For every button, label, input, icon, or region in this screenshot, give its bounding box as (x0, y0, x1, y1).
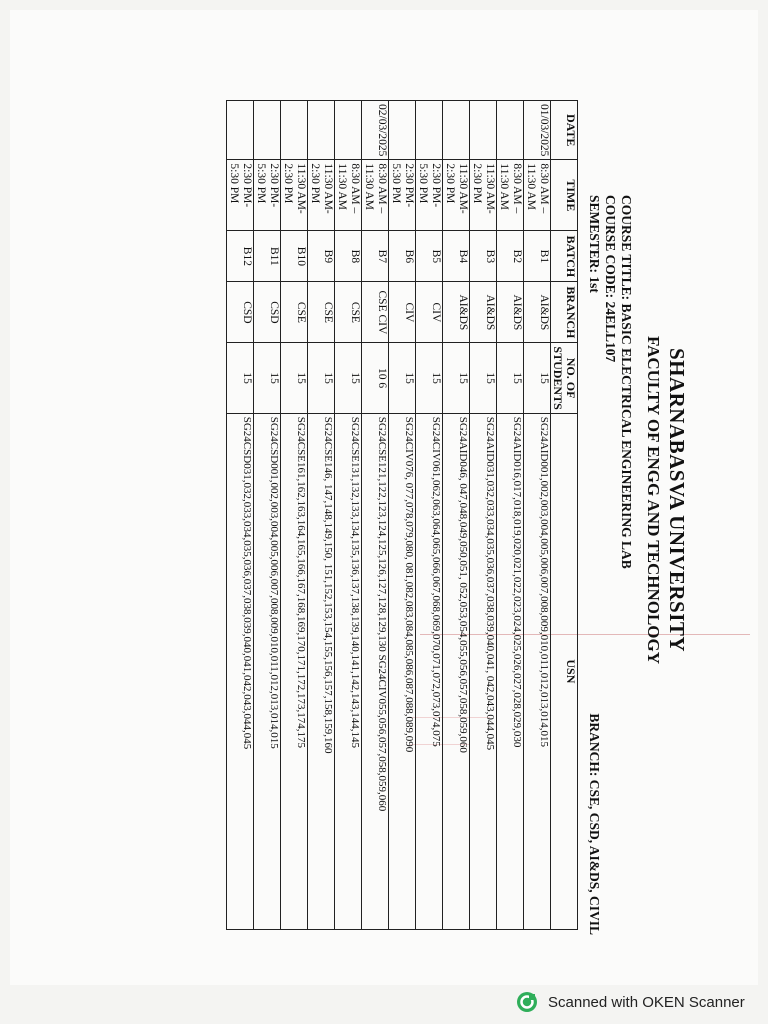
cell-students: 10 6 (362, 343, 389, 413)
cell-students: 15 (281, 343, 308, 413)
cell-time: 8:30 AM – 11:30 AM (335, 160, 362, 231)
rotated-document (50, 50, 690, 950)
cell-date (227, 101, 254, 160)
cell-branch: AI&DS (524, 282, 551, 343)
cell-date (308, 101, 335, 160)
cell-branch: CSE CIV (362, 282, 389, 343)
cell-date (335, 101, 362, 160)
cell-students: 15 (335, 343, 362, 413)
cell-usn: SG24CSE131,132,133,134,135,136,137,138,139,140,141,142,143,144,145 (335, 413, 362, 929)
col-branch: BRANCH (551, 282, 578, 343)
university-name: SHARNABASVA UNIVERSITY (665, 347, 689, 653)
cell-usn: SG24CSD001,002,003,004,005,006,007,008,009,010,011,012,013,014,015 (254, 413, 281, 929)
cell-students: 15 (308, 343, 335, 413)
cell-batch: B2 (497, 231, 524, 282)
cell-time: 11:30 AM- 2:30 PM (443, 160, 470, 231)
table-header-row (551, 101, 578, 930)
cell-branch: CSD (227, 282, 254, 343)
cell-time: 8:30 AM – 11:30 AM (497, 160, 524, 231)
cell-students: 15 (227, 343, 254, 413)
cell-usn: SG24CIV076, 077,078,079,080, 081,082,083,084,085,086,087,088,089,090 (389, 413, 416, 929)
cell-branch: CIV (389, 282, 416, 343)
cell-time: 2:30 PM- 5:30 PM (254, 160, 281, 231)
cell-usn: SG24CSE146, 147,148,149,150, 151,152,153,154,155,156,157,158,159,160 (308, 413, 335, 929)
cell-time: 11:30 AM- 2:30 PM (470, 160, 497, 231)
cell-batch: B12 (227, 231, 254, 282)
cell-date (416, 101, 443, 160)
faculty-name: FACULTY OF ENGG AND TECHNOLOGY (644, 335, 663, 665)
cell-batch: B5 (416, 231, 443, 282)
cell-usn: SG24CIV061,062,063,064,065,066,067,068,069,070,071,072,073,074,075 (416, 413, 443, 929)
cell-branch: CIV (416, 282, 443, 343)
cell-branch: CSE (335, 282, 362, 343)
cell-batch: B6 (389, 231, 416, 282)
table-row (443, 101, 470, 930)
course-title: COURSE TITLE: BASIC ELECTRICAL ENGINEERING LAB (619, 195, 634, 569)
cell-students: 15 (416, 343, 443, 413)
cell-usn: SG24CSD031,032,033,034,035,036,037,038,039,040,041,042,043,044,045 (227, 413, 254, 929)
cell-date: 02/03/2025 (362, 101, 389, 160)
table-row (281, 101, 308, 930)
scanner-watermark (516, 990, 766, 1014)
cell-branch: CSE (281, 282, 308, 343)
cell-branch: AI&DS (470, 282, 497, 343)
semester: SEMESTER: 1st (587, 195, 602, 293)
cell-time: 2:30 PM- 5:30 PM (227, 160, 254, 231)
cell-batch: B4 (443, 231, 470, 282)
table-row (335, 101, 362, 930)
table-row (308, 101, 335, 930)
table-row (470, 101, 497, 930)
col-batch: BATCH (551, 231, 578, 282)
col-date: DATE (551, 101, 578, 160)
table-row (362, 101, 389, 930)
cell-date (389, 101, 416, 160)
cell-usn: SG24AID016,017,018,019,020,021,022,023,024,025,026,027,028,029,030 (497, 413, 524, 929)
cell-usn: SG24AID031,032,033,034,035,036,037,038,039,040,041, 042,043,044,045 (470, 413, 497, 929)
course-meta (586, 195, 634, 935)
cell-branch: AI&DS (443, 282, 470, 343)
cell-students: 15 (524, 343, 551, 413)
cell-batch: B11 (254, 231, 281, 282)
col-students: NO. OF STUDENTS (551, 343, 578, 413)
cell-usn: SG24CSE161,162,163,164,165,166,167,168,169,170,171,172,173,174,175 (281, 413, 308, 929)
cell-time: 11:30 AM- 2:30 PM (281, 160, 308, 231)
cell-students: 15 (389, 343, 416, 413)
document-header (642, 50, 690, 950)
cell-students: 15 (497, 343, 524, 413)
oken-logo-icon (516, 991, 538, 1013)
cell-batch: B3 (470, 231, 497, 282)
cell-date: 01/03/2025 (524, 101, 551, 160)
table-row (227, 101, 254, 930)
cell-batch: B1 (524, 231, 551, 282)
table-row (389, 101, 416, 930)
branch-list: BRANCH: CSE, CSD, AI&DS, CIVIL (587, 713, 602, 935)
cell-date (497, 101, 524, 160)
cell-date (281, 101, 308, 160)
cell-date (254, 101, 281, 160)
cell-time: 2:30 PM- 5:30 PM (416, 160, 443, 231)
course-code: COURSE CODE: 24ELL107 (603, 195, 618, 363)
lab-schedule-table (226, 100, 578, 930)
cell-branch: AI&DS (497, 282, 524, 343)
table-row (416, 101, 443, 930)
col-usn: USN (551, 413, 578, 929)
cell-usn: SG24CSE121,122,123,124,125,126,127,128,129,130 SG24CIV055,056,057,058,059,060 (362, 413, 389, 929)
table-row (254, 101, 281, 930)
cell-students: 15 (254, 343, 281, 413)
cell-usn: SG24AID046, 047,048,049,050,051, 052,053,054,055,056,057,058,059,060 (443, 413, 470, 929)
cell-usn: SG24AID001,002,003,004,005,006,007,008,009,010,011,012,013,014,015 (524, 413, 551, 929)
cell-batch: B9 (308, 231, 335, 282)
table-row (524, 101, 551, 930)
cell-date (470, 101, 497, 160)
cell-time: 11:30 AM- 2:30 PM (308, 160, 335, 231)
table-row (497, 101, 524, 930)
cell-students: 15 (443, 343, 470, 413)
table-body (227, 101, 551, 930)
cell-branch: CSE (308, 282, 335, 343)
cell-time: 8:30 AM – 11:30 AM (362, 160, 389, 231)
cell-date (443, 101, 470, 160)
scanner-text: Scanned with OKEN Scanner (548, 993, 745, 1011)
cell-batch: B10 (281, 231, 308, 282)
cell-time: 8:30 AM – 11:30 AM (524, 160, 551, 231)
col-time: TIME (551, 160, 578, 231)
cell-time: 2:30 PM- 5:30 PM (389, 160, 416, 231)
cell-students: 15 (470, 343, 497, 413)
cell-branch: CSD (254, 282, 281, 343)
cell-batch: B7 (362, 231, 389, 282)
cell-batch: B8 (335, 231, 362, 282)
